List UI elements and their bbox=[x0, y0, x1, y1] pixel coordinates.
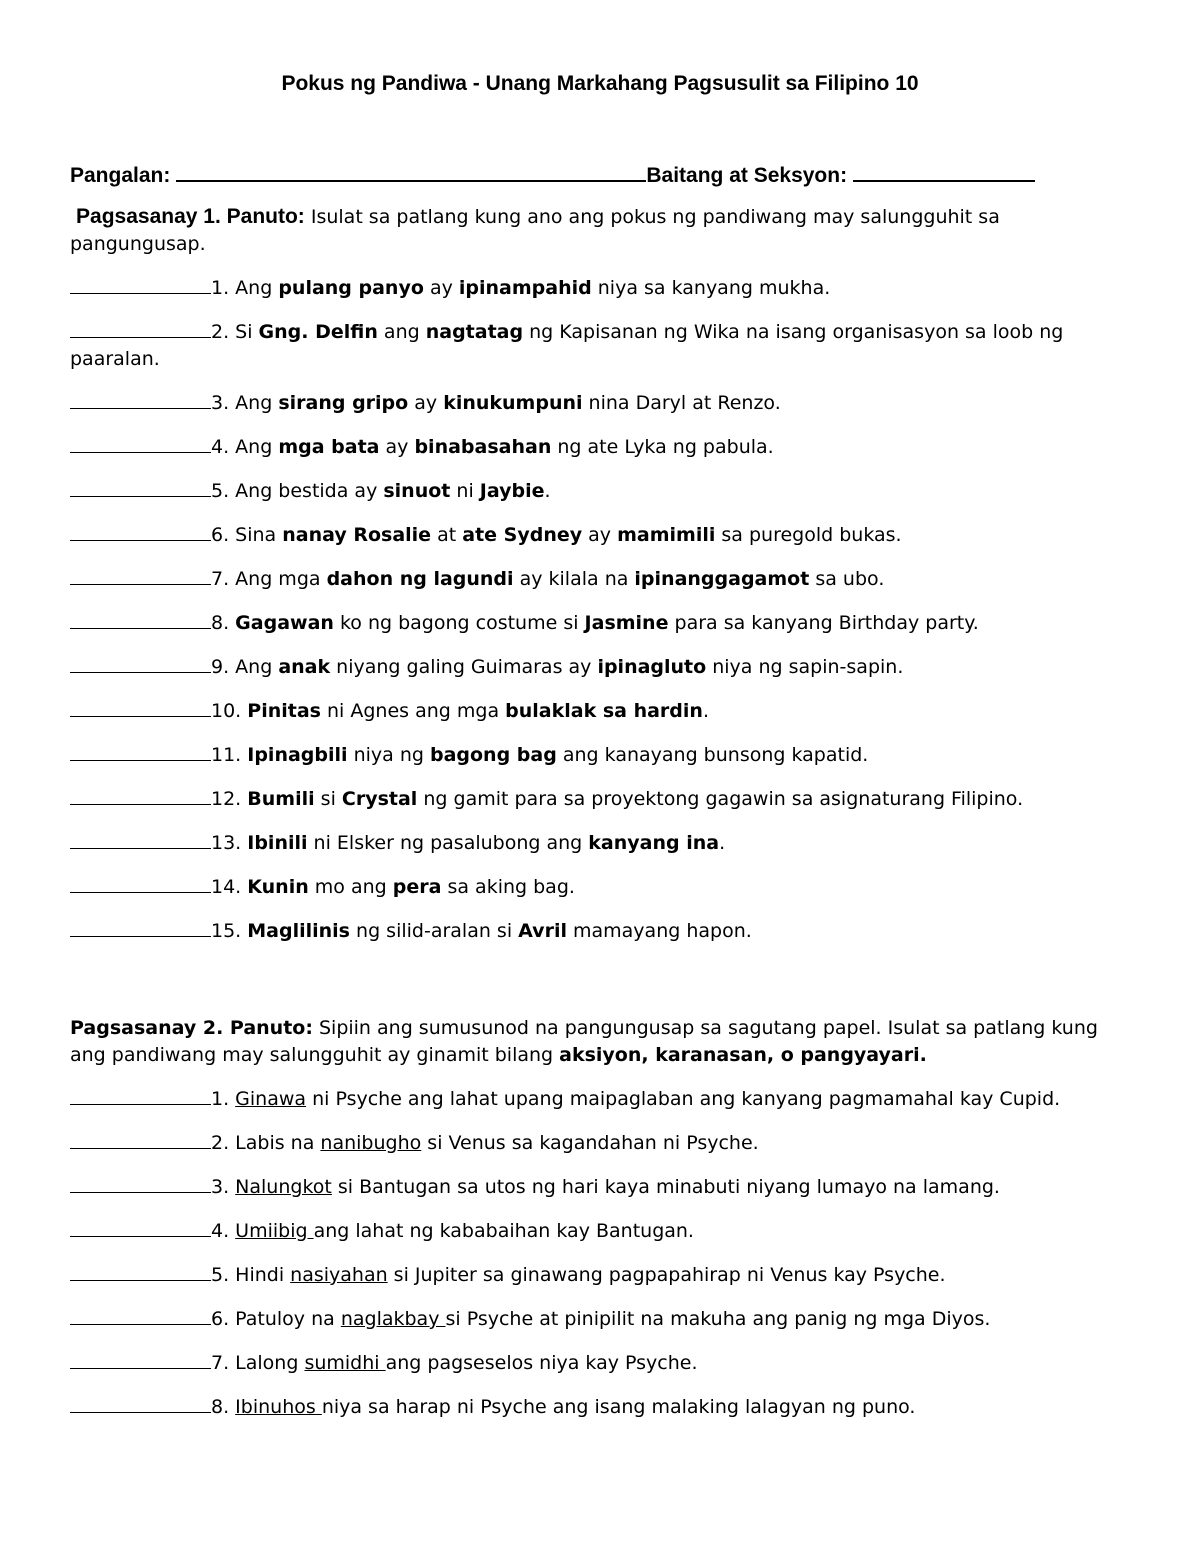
bold-phrase: dahon ng lagundi bbox=[326, 568, 514, 590]
exercise-2-heading: Pagsasanay 2. Panuto: bbox=[70, 1017, 313, 1039]
item-text: si Psyche at pinipilit na makuha ang panig ng mga Diyos. bbox=[445, 1308, 991, 1330]
item-text: ni Agnes ang mga bbox=[320, 700, 506, 722]
bold-phrase: bulaklak sa hardin bbox=[505, 700, 703, 722]
item-text: mo ang bbox=[308, 876, 393, 898]
item-text: sa ubo. bbox=[809, 568, 885, 590]
item-text: 2. Labis na bbox=[211, 1132, 321, 1154]
exercise-2-items bbox=[70, 1084, 1130, 1421]
item-text: niya sa kanyang mukha. bbox=[591, 277, 831, 299]
bold-phrase: sinuot bbox=[383, 480, 451, 502]
item-text: ko ng bagong costume si bbox=[333, 612, 585, 634]
question-item bbox=[70, 432, 1130, 461]
item-text: si bbox=[314, 788, 342, 810]
question-item bbox=[70, 652, 1130, 681]
item-text: ng ate Lyka ng pabula. bbox=[551, 436, 774, 458]
bold-phrase: kanyang ina bbox=[588, 832, 720, 854]
bold-phrase: Kunin bbox=[247, 876, 309, 898]
item-text: 2. Si bbox=[211, 321, 259, 343]
item-text: ng gamit para sa proyektong gagawin sa asignaturang Filipino. bbox=[417, 788, 1024, 810]
page-title: Pokus ng Pandiwa - Unang Markahang Pagsusulit sa Filipino 10 bbox=[281, 72, 919, 95]
item-text: ni Psyche ang lahat upang maipaglaban ang kanyang pagmamahal kay Cupid. bbox=[306, 1088, 1061, 1110]
question-item bbox=[70, 740, 1130, 769]
answer-blank[interactable] bbox=[70, 1392, 211, 1413]
question-item bbox=[70, 1084, 1130, 1113]
underlined-verb: naglakbay bbox=[340, 1308, 446, 1330]
item-text: 7. Lalong bbox=[211, 1352, 305, 1374]
question-item bbox=[70, 1304, 1130, 1333]
question-item bbox=[70, 916, 1130, 945]
item-text: ni Elsker ng pasalubong ang bbox=[307, 832, 589, 854]
item-text: 6. Patuloy na bbox=[211, 1308, 341, 1330]
item-text: nina Daryl at Renzo. bbox=[582, 392, 781, 414]
question-item bbox=[70, 1348, 1130, 1377]
item-text: 3. Ang bbox=[211, 392, 279, 414]
answer-blank[interactable] bbox=[70, 828, 211, 849]
item-text: para sa kanyang Birthday party. bbox=[668, 612, 979, 634]
exercise-1 bbox=[70, 203, 1130, 945]
bold-phrase: Pinitas bbox=[247, 700, 321, 722]
item-text: ang bbox=[377, 321, 426, 343]
bold-phrase: mamimili bbox=[617, 524, 716, 546]
item-text: 8. bbox=[211, 612, 236, 634]
bold-phrase: Gng. Delfin bbox=[258, 321, 378, 343]
item-text: 9. Ang bbox=[211, 656, 279, 678]
question-item bbox=[70, 1260, 1130, 1289]
answer-blank[interactable] bbox=[70, 1084, 211, 1105]
bold-phrase: ipinanggagamot bbox=[634, 568, 810, 590]
item-text: niyang galing Guimaras ay bbox=[330, 656, 598, 678]
exercise-1-instruction bbox=[70, 203, 1130, 258]
question-item bbox=[70, 564, 1130, 593]
item-text: niya ng bbox=[347, 744, 430, 766]
bold-phrase: ipinagluto bbox=[597, 656, 707, 678]
exercise-1-instruction-text: Isulat sa patlang kung ano ang pokus ng pandiwang may salungguhit sa pangungusap. bbox=[70, 206, 1000, 255]
item-text: ay bbox=[423, 277, 459, 299]
exercise-2-instruction bbox=[70, 1015, 1130, 1069]
item-text: 12. bbox=[211, 788, 248, 810]
item-text: 5. Ang bestida ay bbox=[211, 480, 384, 502]
item-text: 11. bbox=[211, 744, 248, 766]
item-text: niya sa harap ni Psyche ang isang malaking lalagyan ng puno. bbox=[321, 1396, 916, 1418]
item-text: 13. bbox=[211, 832, 248, 854]
name-label: Pangalan: bbox=[70, 164, 171, 187]
name-blank[interactable] bbox=[176, 162, 646, 182]
item-text: 5. Hindi bbox=[211, 1264, 291, 1286]
answer-blank[interactable] bbox=[70, 740, 211, 761]
bold-phrase: sirang gripo bbox=[278, 392, 409, 414]
bold-phrase: nagtatag bbox=[425, 321, 524, 343]
exercise-2-instruction-bold: aksiyon, karanasan, o pangyayari. bbox=[559, 1044, 927, 1066]
item-text: ni bbox=[450, 480, 480, 502]
question-item bbox=[70, 1392, 1130, 1421]
bold-phrase: bagong bag bbox=[429, 744, 557, 766]
item-text: 8. bbox=[211, 1396, 236, 1418]
answer-blank[interactable] bbox=[70, 273, 211, 294]
item-text: sa aking bag. bbox=[441, 876, 575, 898]
underlined-verb: Nalungkot bbox=[235, 1176, 332, 1198]
question-item bbox=[70, 1216, 1130, 1245]
bold-phrase: ate Sydney bbox=[462, 524, 583, 546]
answer-blank[interactable] bbox=[70, 564, 211, 585]
exercise-1-items bbox=[70, 273, 1130, 945]
bold-phrase: mga bata bbox=[278, 436, 380, 458]
answer-blank[interactable] bbox=[70, 432, 211, 453]
underlined-verb: nasiyahan bbox=[290, 1264, 388, 1286]
item-text: ng Kapisanan ng Wika na isang organisasyon sa loob ng paaralan. bbox=[70, 321, 1064, 370]
answer-blank[interactable] bbox=[70, 1304, 211, 1325]
item-text: si Venus sa kagandahan ni Psyche. bbox=[421, 1132, 759, 1154]
bold-phrase: Ipinagbili bbox=[247, 744, 348, 766]
section-label: Baitang at Seksyon: bbox=[646, 164, 848, 187]
question-item bbox=[70, 1128, 1130, 1157]
bold-phrase: ipinampahid bbox=[458, 277, 592, 299]
item-text: ay bbox=[408, 392, 444, 414]
item-text: niya ng sapin-sapin. bbox=[706, 656, 904, 678]
item-text: . bbox=[544, 480, 551, 502]
question-item bbox=[70, 317, 1130, 373]
bold-phrase: Bumili bbox=[247, 788, 315, 810]
answer-blank[interactable] bbox=[70, 1216, 211, 1237]
question-item bbox=[70, 476, 1130, 505]
item-text: ay kilala na bbox=[513, 568, 635, 590]
item-text: 1. bbox=[211, 1088, 236, 1110]
item-text: . bbox=[702, 700, 709, 722]
bold-phrase: kinukumpuni bbox=[443, 392, 583, 414]
item-text: at bbox=[431, 524, 463, 546]
answer-blank[interactable] bbox=[70, 1348, 211, 1369]
answer-blank[interactable] bbox=[70, 1172, 211, 1193]
bold-phrase: Jasmine bbox=[584, 612, 669, 634]
item-text: 4. bbox=[211, 1220, 236, 1242]
question-item bbox=[70, 696, 1130, 725]
bold-phrase: pulang panyo bbox=[278, 277, 424, 299]
answer-blank[interactable] bbox=[70, 784, 211, 805]
question-item bbox=[70, 520, 1130, 549]
question-item bbox=[70, 872, 1130, 901]
item-text: sa puregold bukas. bbox=[715, 524, 902, 546]
item-text: 6. Sina bbox=[211, 524, 283, 546]
exercise-2-instruction-text: Sipiin ang sumusunod na pangungusap sa sagutang papel. Isulat sa patlang kung ang pandiwang may salungguhit ay ginamit bilang bbox=[70, 1017, 1098, 1066]
answer-blank[interactable] bbox=[70, 520, 211, 541]
item-text: si Bantugan sa utos ng hari kaya minabuti niyang lumayo na lamang. bbox=[331, 1176, 1000, 1198]
underlined-verb: Umiibig bbox=[235, 1220, 314, 1242]
item-text: ay bbox=[582, 524, 618, 546]
bold-phrase: nanay Rosalie bbox=[282, 524, 432, 546]
underlined-verb: sumidhi bbox=[304, 1352, 386, 1374]
bold-phrase: Avril bbox=[518, 920, 567, 942]
answer-blank[interactable] bbox=[70, 1128, 211, 1149]
exercise-2 bbox=[70, 1015, 1130, 1421]
answer-blank[interactable] bbox=[70, 916, 211, 937]
bold-phrase: Ibinili bbox=[247, 832, 308, 854]
bold-phrase: Crystal bbox=[341, 788, 418, 810]
bold-phrase: Gagawan bbox=[235, 612, 334, 634]
answer-blank[interactable] bbox=[70, 608, 211, 629]
question-item bbox=[70, 1172, 1130, 1201]
item-text: 14. bbox=[211, 876, 248, 898]
bold-phrase: anak bbox=[278, 656, 331, 678]
answer-blank[interactable] bbox=[70, 1260, 211, 1281]
item-text: 1. Ang bbox=[211, 277, 279, 299]
item-text: ang kanayang bunsong kapatid. bbox=[556, 744, 869, 766]
item-text: si Jupiter sa ginawang pagpapahirap ni Venus kay Psyche. bbox=[387, 1264, 946, 1286]
item-text: 4. Ang bbox=[211, 436, 279, 458]
question-item bbox=[70, 273, 1130, 302]
bold-phrase: Jaybie bbox=[479, 480, 545, 502]
underlined-verb: nanibugho bbox=[320, 1132, 422, 1154]
bold-phrase: pera bbox=[392, 876, 442, 898]
item-text: 15. bbox=[211, 920, 248, 942]
question-item bbox=[70, 388, 1130, 417]
answer-blank[interactable] bbox=[70, 652, 211, 673]
student-info-line bbox=[70, 162, 1150, 188]
item-text: . bbox=[719, 832, 726, 854]
item-text: 10. bbox=[211, 700, 248, 722]
answer-blank[interactable] bbox=[70, 388, 211, 409]
item-text: ang pagseselos niya kay Psyche. bbox=[385, 1352, 698, 1374]
underlined-verb: Ginawa bbox=[235, 1088, 307, 1110]
question-item bbox=[70, 784, 1130, 813]
section-blank[interactable] bbox=[853, 162, 1035, 182]
item-text: ay bbox=[379, 436, 415, 458]
item-text: ng silid-aralan si bbox=[350, 920, 519, 942]
item-text: 3. bbox=[211, 1176, 236, 1198]
item-text: mamayang hapon. bbox=[566, 920, 752, 942]
answer-blank[interactable] bbox=[70, 317, 211, 338]
answer-blank[interactable] bbox=[70, 476, 211, 497]
item-text: ang lahat ng kababaihan kay Bantugan. bbox=[313, 1220, 694, 1242]
item-text: 7. Ang mga bbox=[211, 568, 327, 590]
question-item bbox=[70, 608, 1130, 637]
answer-blank[interactable] bbox=[70, 872, 211, 893]
underlined-verb: Ibinuhos bbox=[235, 1396, 322, 1418]
bold-phrase: Maglilinis bbox=[247, 920, 350, 942]
question-item bbox=[70, 828, 1130, 857]
answer-blank[interactable] bbox=[70, 696, 211, 717]
exercise-1-heading: Pagsasanay 1. Panuto: bbox=[76, 205, 305, 228]
bold-phrase: binabasahan bbox=[414, 436, 552, 458]
